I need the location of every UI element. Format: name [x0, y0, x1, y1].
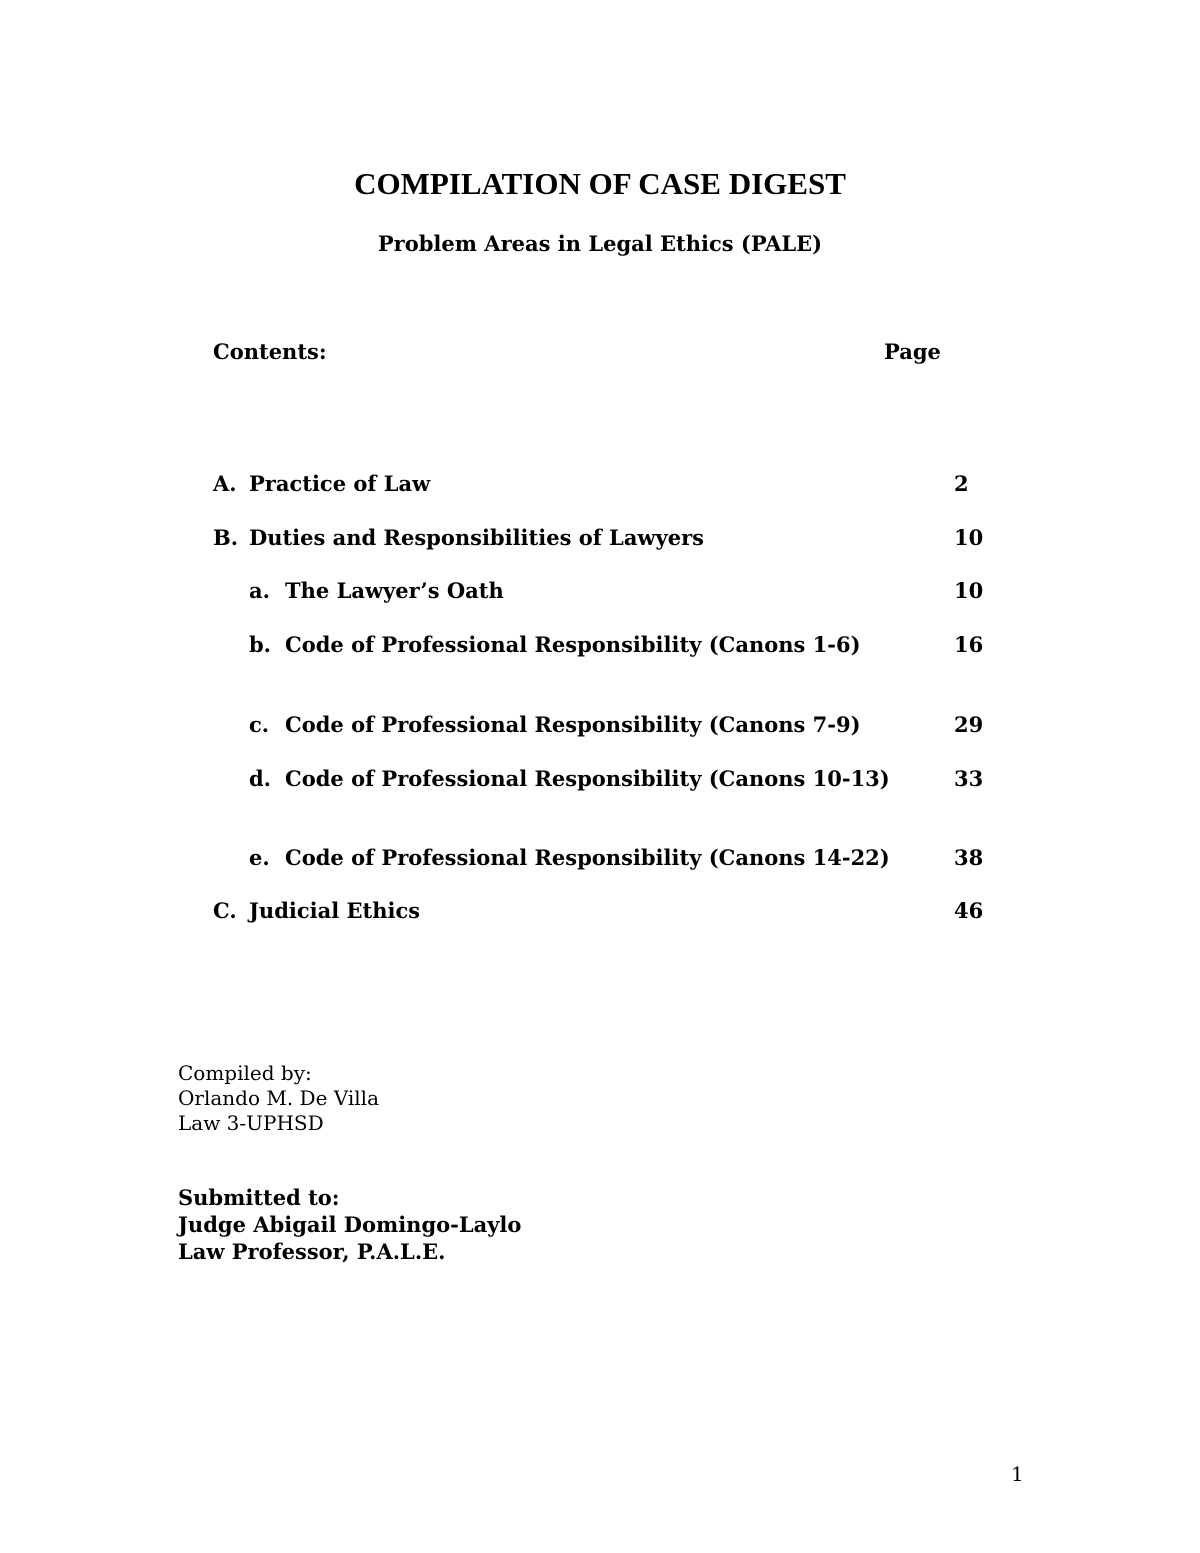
- compiler-name: Orlando M. De Villa: [178, 1086, 379, 1110]
- toc-marker: B.: [213, 525, 239, 550]
- toc-page-number: 16: [954, 632, 984, 657]
- compiled-by-heading: Compiled by:: [178, 1061, 312, 1085]
- toc-marker: b.: [249, 632, 271, 657]
- toc-entry-cpr-canons-1-6: [0, 632, 1200, 660]
- toc-label: Code of Professional Responsibility (Canons 7-9): [285, 712, 861, 737]
- toc-page-number: 10: [954, 525, 984, 550]
- toc-entry-lawyers-oath: [0, 578, 1200, 606]
- compiler-affiliation: Law 3-UPHSD: [178, 1111, 324, 1135]
- document-title: COMPILATION OF CASE DIGEST: [354, 166, 846, 201]
- toc-marker: e.: [249, 845, 270, 870]
- toc-page-number: 38: [954, 845, 984, 870]
- recipient-name: Judge Abigail Domingo-Laylo: [178, 1212, 522, 1237]
- toc-marker: c.: [249, 712, 270, 737]
- toc-page-number: 33: [954, 766, 984, 791]
- page-number: 1: [1011, 1462, 1024, 1486]
- toc-page-number: 2: [954, 471, 969, 496]
- contents-heading: Contents:: [213, 339, 327, 364]
- compiled-by-block: [178, 1061, 379, 1136]
- toc-entry-cpr-canons-10-13: [0, 766, 1200, 794]
- toc-label: The Lawyer’s Oath: [285, 578, 504, 603]
- toc-label: Judicial Ethics: [249, 898, 421, 923]
- document-subtitle: Problem Areas in Legal Ethics (PALE): [377, 231, 823, 256]
- toc-entry-duties-and-responsibilities: [0, 525, 1200, 553]
- toc-label: Practice of Law: [249, 471, 431, 496]
- toc-marker: a.: [249, 578, 270, 603]
- toc-entry-practice-of-law: [0, 471, 1200, 499]
- toc-page-number: 10: [954, 578, 984, 603]
- page-column-heading: Page: [884, 339, 941, 364]
- toc-marker: d.: [249, 766, 271, 791]
- toc-entry-judicial-ethics: [0, 898, 1200, 926]
- recipient-role: Law Professor, P.A.L.E.: [178, 1239, 446, 1264]
- toc-entry-cpr-canons-14-22: [0, 845, 1200, 873]
- toc-label: Code of Professional Responsibility (Canons 1-6): [285, 632, 861, 657]
- toc-label: Duties and Responsibilities of Lawyers: [249, 525, 704, 550]
- toc-marker: A.: [213, 471, 237, 496]
- toc-entry-cpr-canons-7-9: [0, 712, 1200, 740]
- toc-label: Code of Professional Responsibility (Canons 10-13): [285, 766, 890, 791]
- toc-page-number: 46: [954, 898, 984, 923]
- toc-page-number: 29: [954, 712, 984, 737]
- submitted-to-heading: Submitted to:: [178, 1185, 340, 1210]
- toc-marker: C.: [213, 898, 237, 923]
- toc-label: Code of Professional Responsibility (Canons 14-22): [285, 845, 890, 870]
- submitted-to-block: [178, 1184, 521, 1265]
